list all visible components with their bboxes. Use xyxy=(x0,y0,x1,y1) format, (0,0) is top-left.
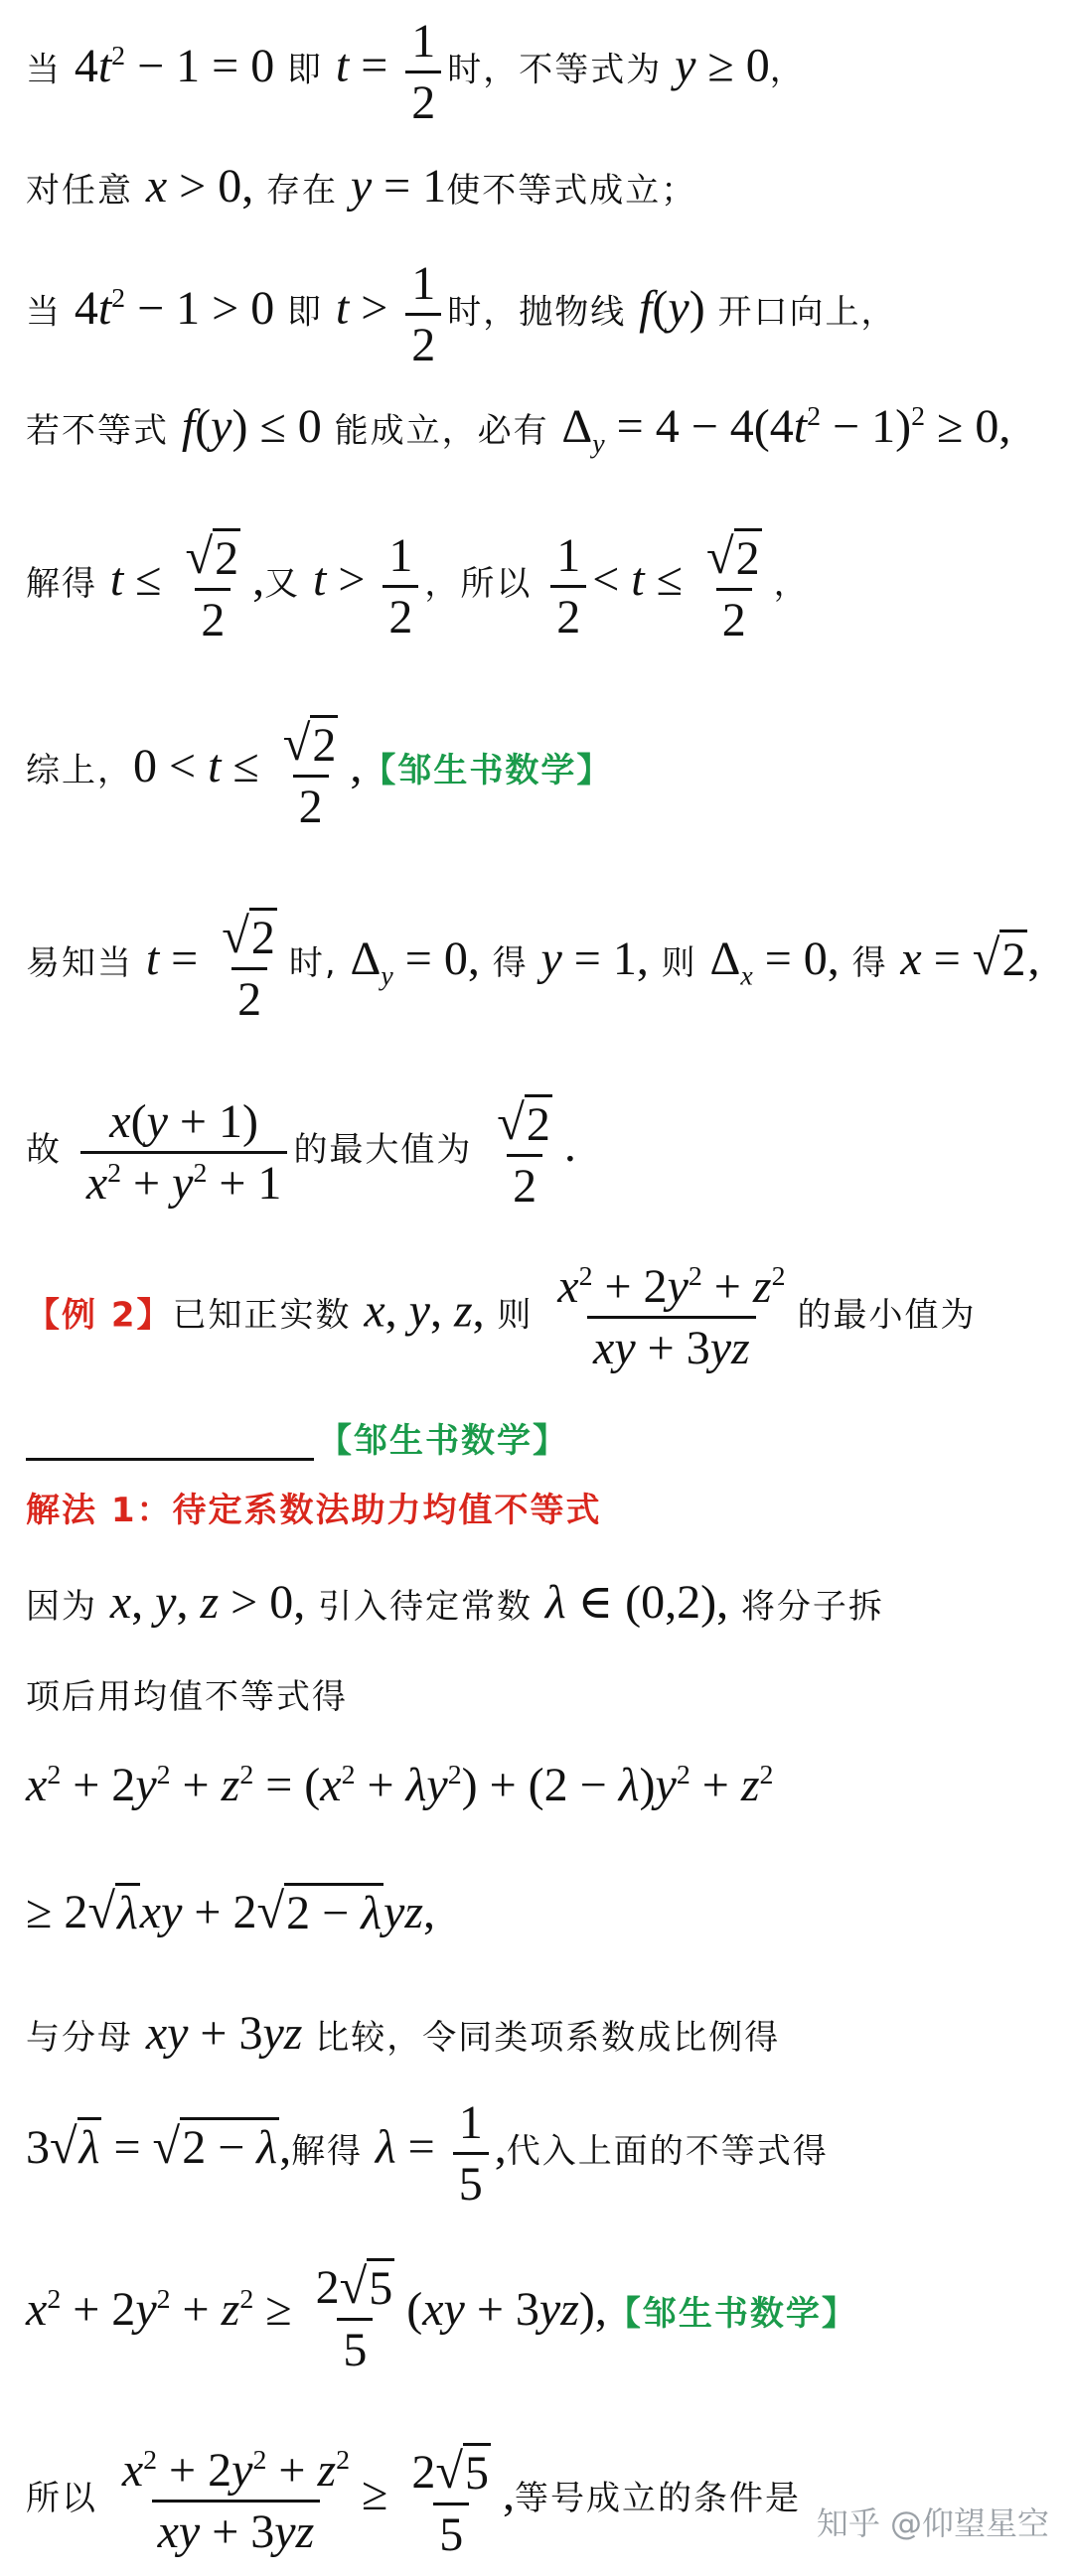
line-19: 所以 $\frac{x^2 + 2y^2 + z^2}{xy + 3yz}$ ≥ 2 √ 5 5 ,等号成立的条件是 xyxy=(26,2443,802,2562)
line-5: 解得 t ≤ √ 2 2 ,又 t > $\frac{1}{2}$ ，所以 $\frac{1}{2}$ < t ≤ √ 2 2 ， xyxy=(26,528,810,647)
line-10 xyxy=(26,1420,568,1461)
line-4: 若不等式 f(y) ≤ 0 能成立，必有 $\Delta_y = 4 - 4(4t^2 - 1)^2 \ge 0$, xyxy=(26,400,1011,460)
line-1: 当 $4t^2 - 1 = 0$ 即 t = $\frac{1}{2}$ 时，不等式为 y ≥ 0， xyxy=(26,15,806,130)
method-heading: 解法 1：待定系数法助力均值不等式 xyxy=(26,1491,602,1530)
line-6: 综上，0 < t ≤ √ 2 2 ,【邹生书数学】 xyxy=(26,715,613,834)
line-11 xyxy=(26,1490,602,1530)
line-13: 项后用均值不等式得 xyxy=(26,1677,348,1717)
line-14: $x^2 + 2y^2 + z^2 = (x^2 + \lambda y^2) + (2 - \lambda)y^2 + z^2$ xyxy=(26,1759,774,1811)
watermark: 知乎 @仰望星空 xyxy=(816,2504,1049,2542)
line-8: 故 $\frac{x(y + 1)}{x^2 + y^2 + 1}$ 的最大值为 √ 2 2 . xyxy=(26,1094,576,1214)
line-2: 对任意 x > 0, 存在 y = 1使不等式成立； xyxy=(26,160,697,213)
example-tag: 【例 2】 xyxy=(26,1295,173,1336)
line-7: 易知当 t = √ 2 2 时, $\Delta_y = 0$, 得 y = 1, 则 $\Delta_x = 0$, 得 x = √ 2 , xyxy=(26,908,1040,1027)
line-17: 3 √ λ = √ 2 − λ ,解得 λ = $\frac{1}{5}$ ,代入上面的不等式得 xyxy=(26,2096,829,2212)
line-9: 【例 2】已知正实数 x, y, z, 则 $\frac{x^2 + 2y^2 + z^2}{xy + 3yz}$ 的最小值为 xyxy=(26,1260,977,1375)
brand-tag: 【邹生书数学】 xyxy=(318,1421,568,1461)
brand-tag: 【邹生书数学】 xyxy=(362,751,613,791)
brand-tag: 【邹生书数学】 xyxy=(606,2294,857,2335)
line-15: ≥ 2 √ λ xy + 2 √ 2 − λ yz, xyxy=(26,1883,435,1939)
line-16: 与分母 xy + 3yz 比较，令同类项系数成比例得 xyxy=(26,2007,781,2060)
answer-blank xyxy=(26,1424,314,1461)
line-3: 当 $4t^2 - 1 > 0$ 即 t > $\frac{1}{2}$ 时，抛物线 f(y) 开口向上， xyxy=(26,257,897,372)
line-18: $x^2 + 2y^2 + z^2$ ≥ 2 √ 5 5 (xy + 3yz),【邹生书数学】 xyxy=(26,2258,857,2377)
line-12: 因为 x, y, z > 0, 引入待定常数 λ ∈ (0,2), 将分子拆 xyxy=(26,1576,884,1629)
